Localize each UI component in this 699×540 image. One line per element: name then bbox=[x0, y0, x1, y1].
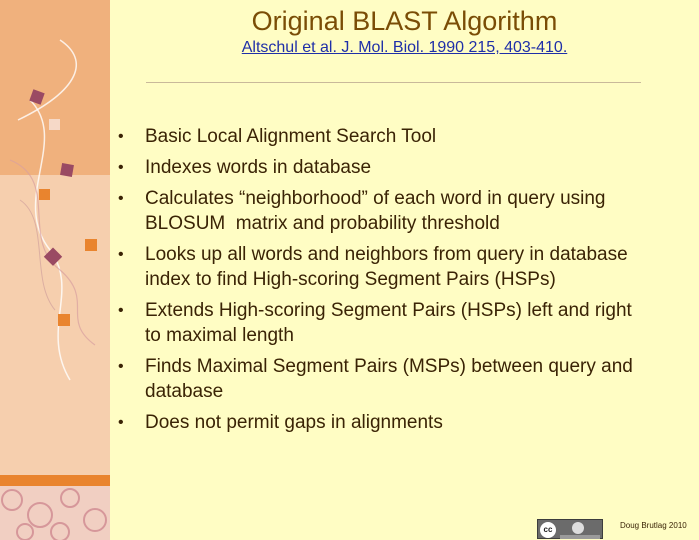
bullet-dot-icon: • bbox=[118, 246, 124, 263]
bullet-item bbox=[118, 410, 693, 435]
sidebar-swirl-graphic bbox=[0, 0, 110, 540]
bullet-dot-icon: • bbox=[118, 190, 124, 207]
bullet-text-line1: Extends High-scoring Segment Pairs (HSPs) left and right bbox=[145, 300, 632, 321]
bullet-dot-icon: • bbox=[118, 414, 124, 431]
bullet-dot-icon: • bbox=[118, 128, 124, 145]
bullet-text-line1: Does not permit gaps in alignments bbox=[145, 412, 443, 433]
title-divider bbox=[146, 82, 641, 83]
bullet-item bbox=[118, 354, 693, 404]
bullet-item bbox=[118, 155, 693, 180]
decorative-sidebar bbox=[0, 0, 110, 540]
bullet-text-line2: database bbox=[145, 381, 224, 402]
bullet-text-line1: Calculates “neighborhood” of each word in query using bbox=[145, 188, 606, 209]
bullet-text-line1: Basic Local Alignment Search Tool bbox=[145, 126, 437, 147]
bullet-item bbox=[118, 186, 693, 236]
bullet-dot-icon: • bbox=[118, 302, 124, 319]
slide-title: Original BLAST Algorithm bbox=[251, 6, 558, 36]
bullet-item bbox=[118, 124, 693, 149]
bullet-dot-icon: • bbox=[118, 358, 124, 375]
badge-strip bbox=[560, 535, 600, 539]
bullet-item bbox=[118, 298, 693, 348]
bullet-text-line1: Indexes words in database bbox=[145, 157, 372, 178]
bullet-list bbox=[118, 124, 693, 441]
creative-commons-badge[interactable] bbox=[537, 519, 603, 539]
bullet-text-line1: Finds Maximal Segment Pairs (MSPs) between query and bbox=[145, 356, 633, 377]
bullet-text-line1: Looks up all words and neighbors from query in database bbox=[145, 244, 628, 265]
bullet-item bbox=[118, 242, 693, 292]
author-credit: Doug Brutlag 2010 bbox=[620, 521, 687, 530]
bullet-text-line2: BLOSUM matrix and probability threshold bbox=[145, 213, 500, 234]
bullet-text-line2: to maximal length bbox=[145, 325, 294, 346]
attribution-icon bbox=[572, 522, 584, 534]
bullet-text-line2: index to find High-scoring Segment Pairs (HSPs) bbox=[145, 269, 556, 290]
cc-icon: cc bbox=[540, 522, 556, 538]
bullet-dot-icon: • bbox=[118, 159, 124, 176]
citation-link[interactable]: Altschul et al. J. Mol. Biol. 1990 215, 403-410. bbox=[241, 39, 568, 56]
